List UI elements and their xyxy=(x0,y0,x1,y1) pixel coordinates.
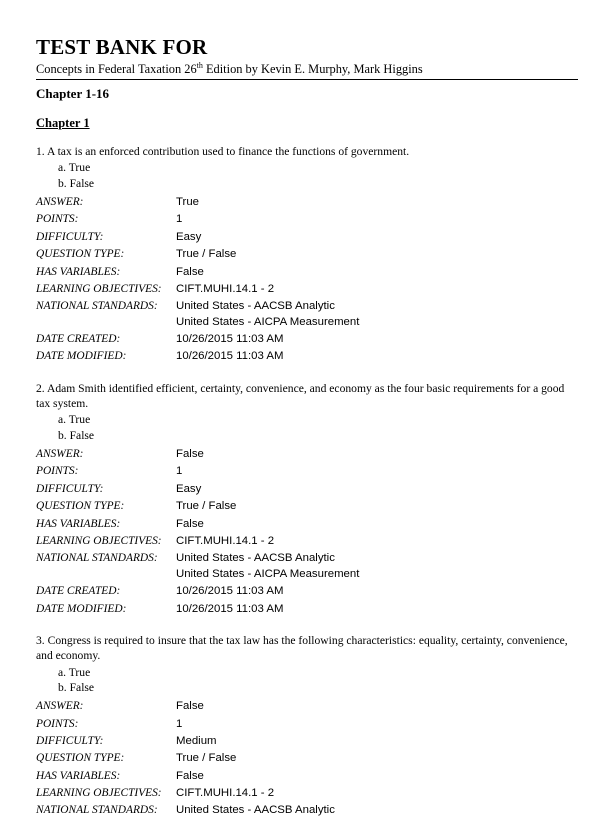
meta-label-points: POINTS: xyxy=(36,465,79,478)
meta-label-answer: ANSWER: xyxy=(36,195,84,208)
chapter-label: Chapter 1 xyxy=(36,116,90,131)
meta-label-difficulty: DIFFICULTY: xyxy=(36,734,104,747)
national-standard-secondary: United States - AICPA Measurement xyxy=(176,315,360,328)
meta-row-national-standards xyxy=(36,551,578,584)
meta-row-difficulty xyxy=(36,482,578,499)
meta-row-points xyxy=(36,464,578,481)
meta-value-has-variables: False xyxy=(176,517,204,530)
meta-value-difficulty: Easy xyxy=(176,230,202,243)
meta-label-national-standards: NATIONAL STANDARDS: xyxy=(36,804,158,817)
meta-row-has-variables xyxy=(36,517,578,534)
meta-row-date-modified xyxy=(36,602,578,619)
meta-label-question-type: QUESTION TYPE: xyxy=(36,248,125,261)
meta-label-has-variables: HAS VARIABLES: xyxy=(36,769,121,782)
meta-row-learning-objectives xyxy=(36,534,578,551)
meta-value-national-standards: United States - AACSB Analytic xyxy=(176,804,335,817)
choice-option: b. False xyxy=(58,428,95,442)
meta-value-national-standards xyxy=(176,551,578,584)
meta-row-national-standards xyxy=(36,803,578,820)
meta-row-points xyxy=(36,717,578,734)
chapter-range-heading: Chapter 1-16 xyxy=(36,86,110,102)
meta-value-answer: False xyxy=(176,700,204,713)
meta-label-difficulty: DIFFICULTY: xyxy=(36,230,104,243)
meta-label-date-created: DATE CREATED: xyxy=(36,333,121,346)
choice-option: a. True xyxy=(58,665,91,679)
meta-label-date-modified: DATE MODIFIED: xyxy=(36,602,127,615)
meta-row-date-created xyxy=(36,584,578,601)
meta-value-date-created: 10/26/2015 11:03 AM xyxy=(176,585,284,598)
meta-value-question-type: True / False xyxy=(176,500,237,513)
meta-label-answer: ANSWER: xyxy=(36,448,84,461)
choice-option: b. False xyxy=(58,176,95,190)
meta-value-date-modified: 10/26/2015 11:03 AM xyxy=(176,602,284,615)
national-standard-primary: United States - AACSB Analytic xyxy=(176,300,335,313)
meta-value-date-modified: 10/26/2015 11:03 AM xyxy=(176,350,284,363)
meta-value-has-variables: False xyxy=(176,265,204,278)
meta-row-difficulty xyxy=(36,734,578,751)
meta-value-learning-objectives: CIFT.MUHI.14.1 - 2 xyxy=(176,534,275,547)
meta-label-learning-objectives: LEARNING OBJECTIVES: xyxy=(36,282,162,295)
meta-row-learning-objectives xyxy=(36,282,578,299)
question-block xyxy=(36,381,578,619)
question-metadata-table xyxy=(36,447,578,619)
meta-label-date-created: DATE CREATED: xyxy=(36,585,121,598)
choice-list xyxy=(36,665,578,696)
choice-option: b. False xyxy=(58,680,95,694)
meta-value-difficulty: Medium xyxy=(176,734,217,747)
page-title: TEST BANK FOR xyxy=(36,35,208,59)
meta-label-answer: ANSWER: xyxy=(36,700,84,713)
question-block xyxy=(36,633,578,821)
choice-list xyxy=(36,412,578,443)
subtitle-authors: Edition by Kevin E. Murphy, Mark Higgins xyxy=(202,62,423,77)
meta-value-learning-objectives: CIFT.MUHI.14.1 - 2 xyxy=(176,282,275,295)
meta-row-question-type xyxy=(36,247,578,264)
question-block xyxy=(36,144,578,367)
meta-label-question-type: QUESTION TYPE: xyxy=(36,752,125,765)
meta-row-learning-objectives xyxy=(36,786,578,803)
meta-row-has-variables xyxy=(36,265,578,282)
meta-row-date-modified xyxy=(36,349,578,366)
meta-label-difficulty: DIFFICULTY: xyxy=(36,482,104,495)
national-standard-primary: United States - AACSB Analytic xyxy=(176,552,335,565)
meta-row-date-created xyxy=(36,332,578,349)
meta-value-national-standards xyxy=(176,299,578,332)
meta-label-has-variables: HAS VARIABLES: xyxy=(36,265,121,278)
meta-value-question-type: True / False xyxy=(176,248,237,261)
choice-option: a. True xyxy=(58,161,91,175)
meta-label-has-variables: HAS VARIABLES: xyxy=(36,517,121,530)
meta-row-national-standards xyxy=(36,299,578,332)
question-text: 2. Adam Smith identified efficient, certainty, convenience, and economy as the four basic requirements for a good tax system. xyxy=(36,381,565,411)
meta-row-has-variables xyxy=(36,769,578,786)
choice-option: a. True xyxy=(58,413,91,427)
meta-value-points: 1 xyxy=(176,213,183,226)
subtitle-text: Concepts in Federal Taxation 26 xyxy=(36,62,197,77)
meta-row-answer xyxy=(36,195,578,212)
meta-value-points: 1 xyxy=(176,465,183,478)
edition-ordinal-suffix: th xyxy=(196,61,203,71)
question-text: 1. A tax is an enforced contribution used to finance the functions of government. xyxy=(36,145,410,159)
meta-value-learning-objectives: CIFT.MUHI.14.1 - 2 xyxy=(176,787,275,800)
question-metadata-table xyxy=(36,195,578,367)
header-divider xyxy=(36,79,578,80)
meta-row-answer xyxy=(36,447,578,464)
national-standard-secondary: United States - AICPA Measurement xyxy=(176,567,360,580)
meta-value-date-created: 10/26/2015 11:03 AM xyxy=(176,333,284,346)
meta-row-difficulty xyxy=(36,230,578,247)
meta-row-points xyxy=(36,212,578,229)
meta-label-date-modified: DATE MODIFIED: xyxy=(36,350,127,363)
meta-row-answer xyxy=(36,699,578,716)
question-metadata-table xyxy=(36,699,578,821)
question-text: 3. Congress is required to insure that the tax law has the following characteristics: equality, certainty, convenience, and economy. xyxy=(36,633,568,663)
meta-value-difficulty: Easy xyxy=(176,482,202,495)
meta-value-has-variables: False xyxy=(176,769,204,782)
meta-value-question-type: True / False xyxy=(176,752,237,765)
meta-value-points: 1 xyxy=(176,717,183,730)
meta-value-answer: True xyxy=(176,195,199,208)
meta-label-national-standards: NATIONAL STANDARDS: xyxy=(36,300,158,313)
meta-label-points: POINTS: xyxy=(36,717,79,730)
choice-list xyxy=(36,160,578,191)
meta-label-national-standards: NATIONAL STANDARDS: xyxy=(36,552,158,565)
meta-row-question-type xyxy=(36,499,578,516)
meta-label-learning-objectives: LEARNING OBJECTIVES: xyxy=(36,534,162,547)
meta-row-question-type xyxy=(36,751,578,768)
meta-label-learning-objectives: LEARNING OBJECTIVES: xyxy=(36,787,162,800)
book-subtitle xyxy=(36,61,578,77)
meta-label-question-type: QUESTION TYPE: xyxy=(36,500,125,513)
meta-value-answer: False xyxy=(176,448,204,461)
meta-label-points: POINTS: xyxy=(36,213,79,226)
